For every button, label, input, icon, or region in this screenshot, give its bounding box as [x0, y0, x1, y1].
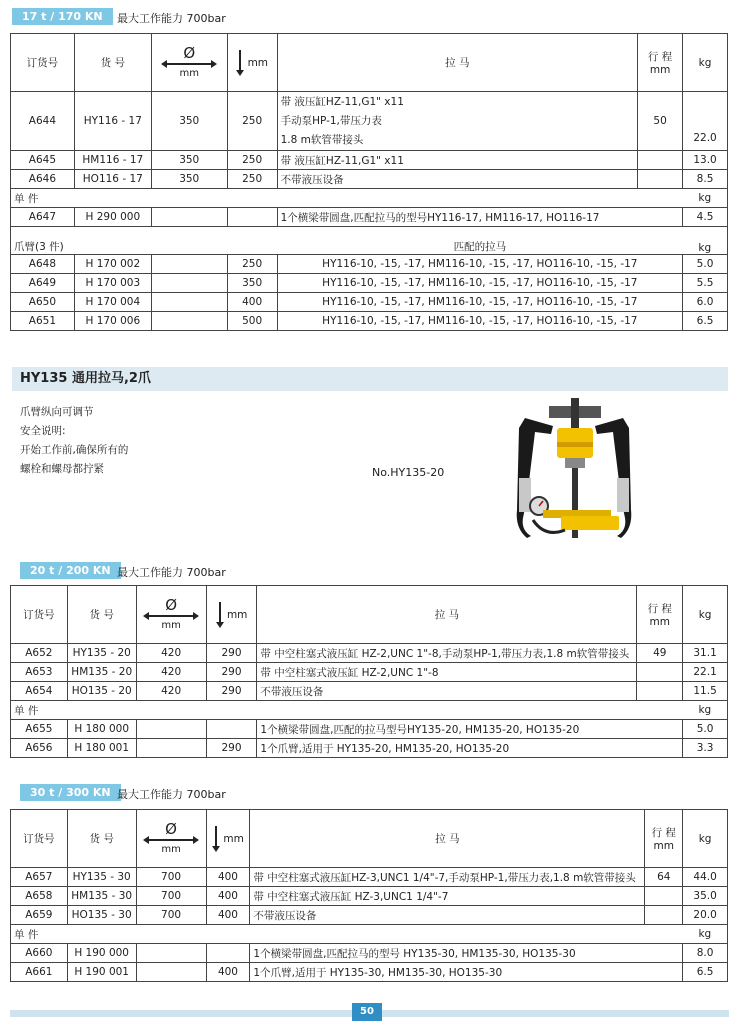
model-cell: HY116 - 17 — [74, 92, 151, 151]
table-row: A653 HM135 - 20 420 290 带 中空柱塞式液压缸 HZ-2,UNC 1"-8 22.1 — [11, 663, 728, 682]
table-row: A658 HM135 - 30 700 400 带 中空柱塞式液压缸 HZ-3,UNC1 1/4"-7 35.0 — [11, 887, 728, 906]
table-row: A654 HO135 - 20 420 290 不带液压设备 11.5 — [11, 682, 728, 701]
table-row — [11, 92, 728, 151]
header-stroke: 行 程 mm — [637, 586, 683, 644]
header-kg: kg — [683, 810, 728, 868]
width-arrow-icon — [143, 612, 199, 620]
header-order: 订货号 — [11, 34, 75, 92]
header-diameter: Ø mm — [151, 34, 227, 92]
depth-arrow-icon — [212, 826, 220, 852]
width-arrow-icon — [161, 60, 217, 68]
section2-table — [10, 585, 728, 758]
table-row: A645 HM116 - 17 350 250 带 液压缸HZ-11,G1" x11 13.0 — [11, 151, 728, 170]
depth-arrow-icon — [216, 602, 224, 628]
table-row: A648 H 170 002 250 HY116-10, -15, -17, HM116-10, -15, -17, HO116-10, -15, -17 5.0 — [11, 255, 728, 274]
kg-cell: 22.0 — [683, 92, 728, 151]
page-number: 50 — [352, 1003, 382, 1021]
section1-caption: 最大工作能力 700bar — [117, 12, 226, 25]
section2-badge: 20 t / 200 KN — [20, 562, 121, 579]
header-kg: kg — [683, 34, 728, 92]
header-puller: 拉 马 — [250, 810, 645, 868]
header-model: 货 号 — [67, 810, 136, 868]
stroke-cell: 50 — [638, 92, 683, 151]
table-row: A656 H 180 001 290 1个爪臂,适用于 HY135-20, HM135-20, HO135-20 3.3 — [11, 739, 728, 758]
section3-caption: 最大工作能力 700bar — [117, 788, 226, 801]
header-kg: kg — [683, 586, 728, 644]
header-order: 订货号 — [11, 586, 68, 644]
table-row: A661 H 190 001 400 1个爪臂,适用于 HY135-30, HM135-30, HO135-30 6.5 — [11, 963, 728, 982]
single-header-row: 单 件 kg — [11, 925, 728, 944]
arms-header-row: 爪臂(3 件) 匹配的拉马 kg — [11, 227, 728, 255]
section1-table — [10, 33, 728, 331]
header-diameter: Ø mm — [136, 586, 206, 644]
header-order: 订货号 — [11, 810, 68, 868]
diameter-icon: Ø — [165, 820, 177, 838]
table-row: A657 HY135 - 30 700 400 带 中空柱塞式液压缸HZ-3,UNC1 1/4"-7,手动泵HP-1,带压力表,1.8 m软管带接头 64 44.0 — [11, 868, 728, 887]
header-diameter: Ø mm — [136, 810, 206, 868]
hy135-notes: 爪臂纵向可调节 安全说明: 开始工作前,确保所有的 螺栓和螺母都拧紧 — [20, 406, 129, 475]
diameter-icon: Ø — [183, 44, 196, 62]
header-depth: mm — [206, 810, 250, 868]
hy135-title: HY135 通用拉马,2爪 — [12, 367, 728, 391]
header-puller: 拉 马 — [277, 34, 638, 92]
table-row: A652 HY135 - 20 420 290 带 中空柱塞式液压缸 HZ-2,UNC 1"-8,手动泵HP-1,带压力表,1.8 m软管带接头 49 31.1 — [11, 644, 728, 663]
table-row: A647 H 290 000 1个横梁带圆盘,匹配拉马的型号HY116-17, HM116-17, HO116-17 4.5 — [11, 208, 728, 227]
header-stroke: 行 程 mm — [645, 810, 683, 868]
header-stroke: 行 程 mm — [638, 34, 683, 92]
diameter-icon: Ø — [165, 596, 178, 614]
section3-table — [10, 809, 728, 982]
puller-illustration — [505, 398, 643, 562]
model-no-label: No.HY135-20 — [372, 466, 445, 479]
single-header-row: 单 件 kg — [11, 701, 728, 720]
table-row: A660 H 190 000 1个横梁带圆盘,匹配拉马的型号 HY135-30, HM135-30, HO135-30 8.0 — [11, 944, 728, 963]
table-row: A655 H 180 000 1个横梁带圆盘,匹配的拉马型号HY135-20, HM135-20, HO135-20 5.0 — [11, 720, 728, 739]
table-row: A649 H 170 003 350 HY116-10, -15, -17, HM116-10, -15, -17, HO116-10, -15, -17 5.5 — [11, 274, 728, 293]
header-model: 货 号 — [74, 34, 151, 92]
order-cell: A644 — [11, 92, 75, 151]
depth-arrow-icon — [236, 50, 244, 76]
section1-badge: 17 t / 170 KN — [12, 8, 113, 25]
header-puller: 拉 马 — [257, 586, 637, 644]
table-row: A651 H 170 006 500 HY116-10, -15, -17, HM116-10, -15, -17, HO116-10, -15, -17 6.5 — [11, 312, 728, 331]
single-header-row: 单 件 kg — [11, 189, 728, 208]
width-arrow-icon — [143, 836, 199, 844]
header-depth: mm — [227, 34, 277, 92]
desc-cell: 带 液压缸HZ-11,G1" x11 手动泵HP-1,带压力表 1.8 m软管带接头 — [277, 92, 638, 151]
header-depth: mm — [206, 586, 257, 644]
table-row: A646 HO116 - 17 350 250 不带液压设备 8.5 — [11, 170, 728, 189]
section3-badge: 30 t / 300 KN — [20, 784, 121, 801]
dia-cell: 350 — [151, 92, 227, 151]
depth-cell: 250 — [227, 92, 277, 151]
table-row: A659 HO135 - 30 700 400 不带液压设备 20.0 — [11, 906, 728, 925]
table-row: A650 H 170 004 400 HY116-10, -15, -17, HM116-10, -15, -17, HO116-10, -15, -17 6.0 — [11, 293, 728, 312]
section2-caption: 最大工作能力 700bar — [117, 566, 226, 579]
header-model: 货 号 — [67, 586, 136, 644]
